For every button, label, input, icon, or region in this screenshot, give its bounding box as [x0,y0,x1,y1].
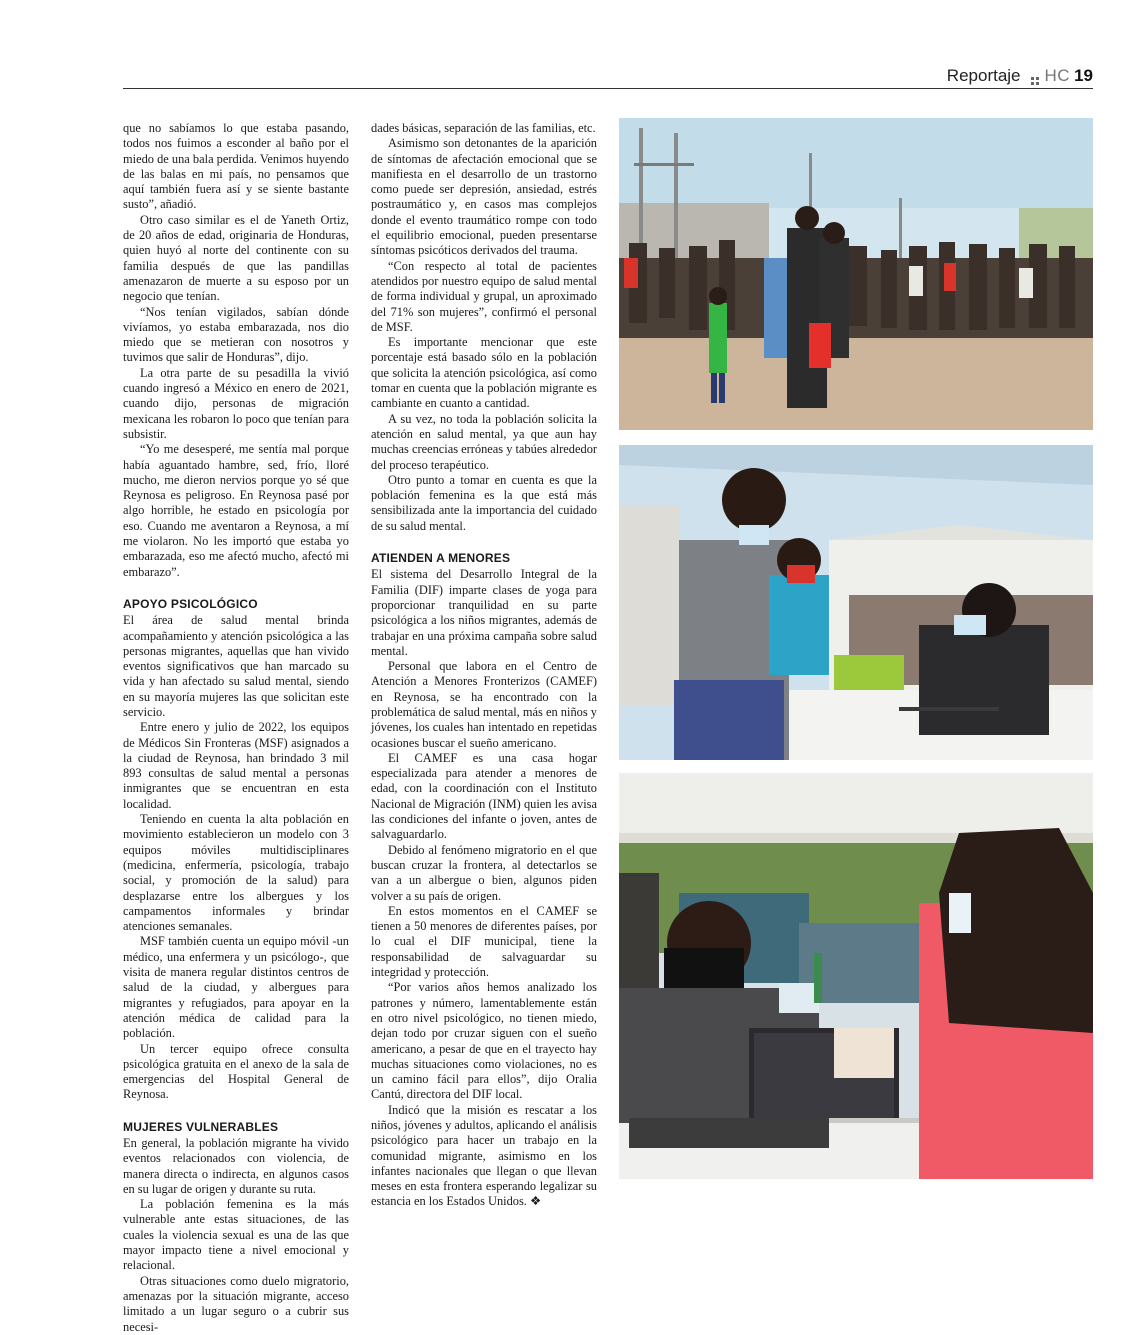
header-rule [123,88,1093,89]
paragraph: Otro caso similar es el de Yaneth Ortiz, de 20 años de edad, originaria de Honduras, quien huyó al norte del continente con su familia después de que las pandillas amenazaron de muerte a su esposo por un negocio que tenían. [123,212,349,304]
photo-laptop-consultation [619,773,1093,1179]
paragraph: Asimismo son detonantes de la aparición de síntomas de afectación emocional que se manifiesta en el desarrollo de un trastorno como puede ser depresión, ansiedad, estrés postraumático y, en casos mas complejos donde el evento traumático rompe con todo el equilibrio emocional, pueden presentarse síntomas psicóticos derivados del trauma. [371,136,597,258]
paragraph: El CAMEF es una casa hogar especializada para atender a menores de edad, con la coordinación con el Instituto Nacional de Migración (INM) quien les avisa las condiciones del infante o joven, antes de salvaguardarlo. [371,750,597,842]
paragraph: Debido al fenómeno migratorio en el que buscan cruzar la frontera, al detectarlos se van a un albergue o bien, algunos piden volver a su país de origen. [371,842,597,903]
section-heading: APOYO PSICOLÓGICO [123,596,258,611]
paragraph: Otras situaciones como duelo migratorio, amenazas por la situación migrante, acceso limitado a un lugar seguro o a cubrir sus necesi- [123,1273,349,1334]
paragraph: Entre enero y julio de 2022, los equipos de Médicos Sin Fronteras (MSF) asignados a la ciudad de Reynosa, han brindado 3 mil 893 consultas de salud mental a personas inmigrantes que se encuentran en esta localidad. [123,720,349,811]
text-column-1 [123,121,349,1335]
section-heading: MUJERES VULNERABLES [123,1119,279,1134]
photo-crowd [619,118,1093,430]
paragraph: Teniendo en cuenta la alta población en movimiento establecieron un modelo con 3 equipos móviles multidisciplinares (medicina, enfermería, psicología, trabajo social, y promoción de la salud) para desplazarse entre los albergues y los campamentos informales y brindar atenciones semanales. [123,812,349,934]
paragraph: que no sabíamos lo que estaba pasando, todos nos fuimos a esconder al baño por el miedo de una bala perdida. Venimos huyendo de las balas en mi país, no pensamos que aquí también fuera así y se siente bastante susto”, añadió. [123,121,349,212]
paragraph: El área de salud mental brinda acompañamiento y atención psicológica a las personas migrantes, aquellas que han vivido eventos significativos que han marcado su vida y han afectado su salud mental, siendo en su mayoría mujeres las que solicitan este servicio. [123,613,349,719]
page-number: 19 [1074,66,1093,85]
paragraph: La otra parte de su pesadilla la vivió cuando ingresó a México en enero de 2021, cuando dijo, personas de migración mexicana les robaron lo poco que tenían para subsistir. [123,365,349,441]
paragraph: dades básicas, separación de las familias, etc. [371,121,596,135]
brand-mark: HC [1044,66,1071,85]
paragraph: Un tercer equipo ofrece consulta psicológica gratuita en el anexo de la sala de emergencias del Hospital General de Reynosa. [123,1041,349,1102]
paragraph: “Por varios años hemos analizado los patrones y número, lamentablemente están en otro nivel psicológico, no tienen miedo, dejan todo por cruzar siguen con el sueño americano, a pesar de que en el trayecto hay muchas situaciones como violaciones, no es un camino fácil para ellos”, dijo Oralia Cantú, directora del DIF local. [371,980,597,1102]
text-column-2 [371,121,597,1210]
paragraph: Indicó que la misión es rescatar a los niños, jóvenes y adultos, aplicando el análisis psicológico para hacer un trabajo en la comunidad migrante, asimismo en los infantes nacionales que llegan o que llevan meses en esta frontera esperando legalizar su estancia en los Estados Unidos. ❖ [371,1102,597,1209]
paragraph: A su vez, no toda la población solicita la atención en salud mental, ya que aun hay muchas creencias erróneas y tabúes alrededor del proceso terapéutico. [371,411,598,472]
paragraph: En estos momentos en el CAMEF se tienen a 50 menores de diferentes países, por lo cual el DIF municipal, tiene la responsabilidad de salvaguardar su integridad y protección. [371,903,597,980]
paragraph: “Con respecto al total de pacientes atendidos por nuestro equipo de salud mental de forma individual y grupal, un aproximado del 71% son mujeres”, confirmó el personal de MSF. [371,258,597,334]
photo-consultation [619,445,1093,760]
page-header [123,64,1093,88]
section-heading: ATIENDEN A MENORES [371,551,511,566]
paragraph: Es importante mencionar que este porcentaje está basado sólo en la población que solicita la atención psicológica, así como tomar en cuenta que la población migrante es cambiante en cuanto a cantidad. [371,335,597,411]
paragraph: MSF también cuenta un equipo móvil -un médico, una enfermera y un psicólogo-, que visita de manera regular distintos centros de salud de la ciudad, y albergues para migrantes y refugiados, para apoyar en la atención médica de calidad para la población. [123,934,349,1041]
dots-icon [1031,77,1039,85]
paragraph: Personal que labora en el Centro de Atención a Menores Fronterizos (CAMEF) en Reynosa, se ha encontrado con la problemática de salud mental, más en niños y jóvenes, los cuales han intentado en repetidas ocasiones buscar el sueño americano. [371,659,597,750]
paragraph: “Nos tenían vigilados, sabían dónde vivíamos, yo estaba embarazada, nos dio miedo que se metieran con nosotros y tuvimos que salir de Honduras”, dijo. [123,304,349,365]
paragraph: Otro punto a tomar en cuenta es que la población femenina es la que está más sensibilizada ante la importancia del cuidado de su salud mental. [371,472,597,533]
paragraph: El sistema del Desarrollo Integral de la Familia (DIF) imparte clases de yoga para proporcionar tranquilidad en su parte psicológica a los niños migrantes, además de trabajar en una próxima campaña sobre salud mental. [371,567,597,658]
paragraph: “Yo me desesperé, me sentía mal porque había aguantado hambre, sed, frío, lloré mucho, me dieron nervios porque yo sé que Reynosa es peligroso. En Reynosa pasé por algo horrible, he estado en psicología por eso. Cuando me aventaron a Reynosa, a mí me violaron. No les importó que estaba yo embarazada, eso me afectó mucho, afectó mi embarazo”. [123,442,349,579]
section-label [947,66,1093,86]
paragraph: La población femenina es la más vulnerable ante estas situaciones, de las cuales la violencia sexual es una de las que mayor impacto tiene a nivel emocional y relacional. [123,1197,349,1273]
section-name: Reportaje [946,66,1021,85]
paragraph: En general, la población migrante ha vivido eventos relacionados con violencia, de manera directa o indirecta, en algunos casos en su lugar de origen y durante su ruta. [123,1136,349,1196]
